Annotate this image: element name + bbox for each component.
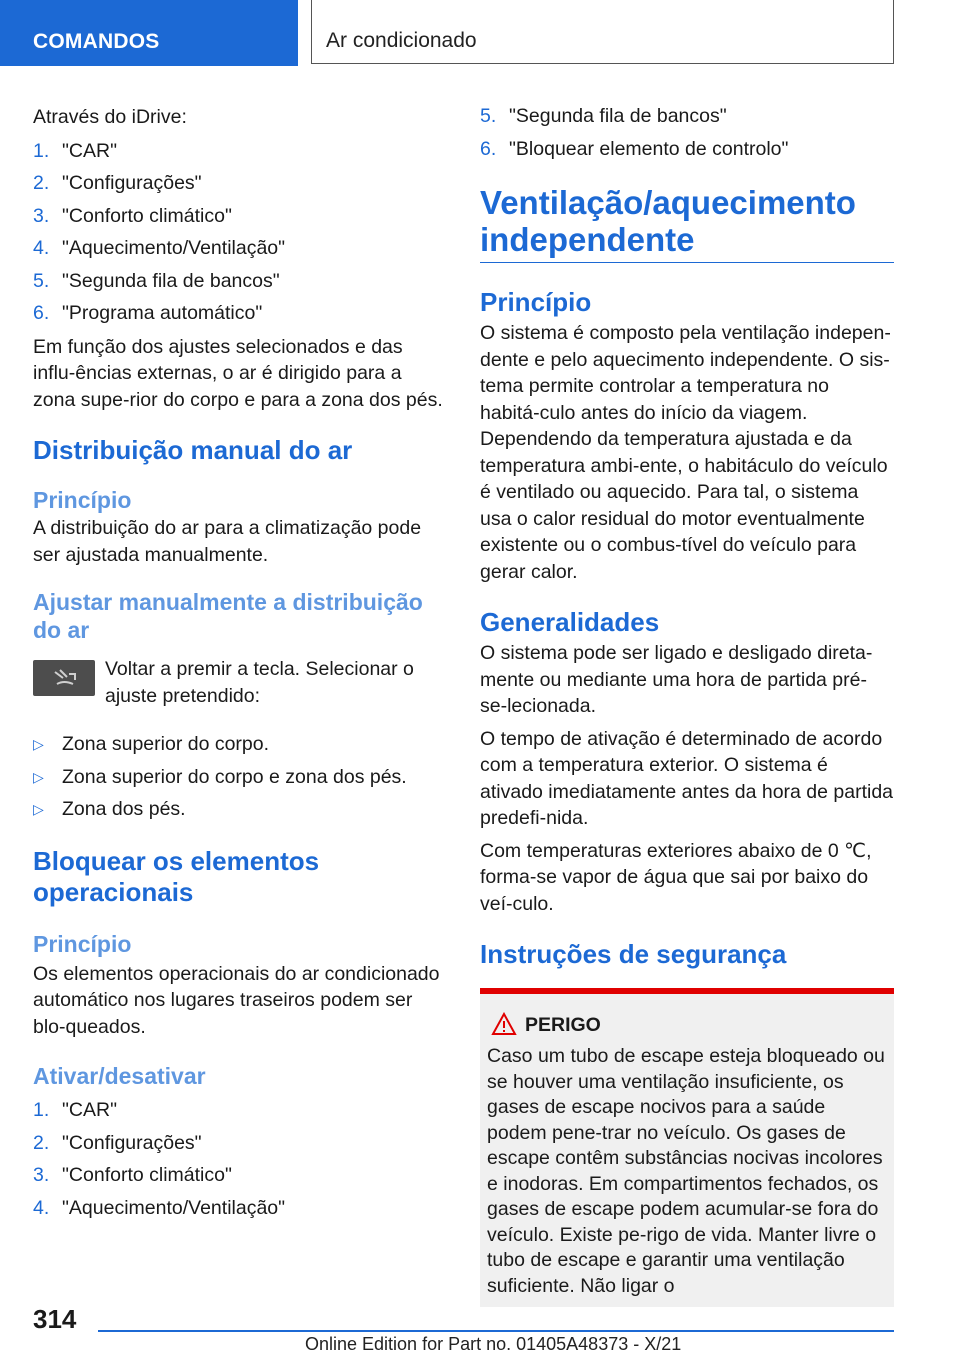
heading-ventilacao: Ventilação/aquecimento independente <box>480 184 856 258</box>
heading-bloquear: Bloquear os elementos operacionais <box>33 845 320 907</box>
intro-text: Através do iDrive: <box>33 106 187 128</box>
list-item <box>33 232 443 265</box>
step-number: 5. <box>480 105 497 127</box>
list-item <box>33 297 443 330</box>
left-column <box>33 100 443 1224</box>
list-item <box>33 1192 443 1225</box>
right-column <box>480 100 894 1307</box>
triangle-bullet-icon: ▷ <box>33 801 44 817</box>
paragraph: A distribuição do ar para a climatização pode ser ajustada manualmente. <box>33 517 422 566</box>
step-text: "Configurações" <box>62 172 202 194</box>
warning-text: Caso um tubo de escape esteja bloqueado ou se houver uma ventilação insuficiente, os gases de escape nocivos para a saúde podem pene-trar no veículo. Os gases de escape contêm substâncias nocivas incolores e inodoras. Em compartimentos fechados, os gases de escape podem acumular-se fora do veículo. Existe pe-rigo de vida. Manter livre o tubo de escape e garantir uma ventilação suficiente. Não ligar o <box>487 1045 885 1297</box>
step-number: 2. <box>33 172 50 194</box>
heading-generalidades: Generalidades <box>480 607 660 637</box>
footer-rule <box>98 1330 894 1332</box>
step-number: 5. <box>33 269 50 292</box>
paragraph: Com temperaturas exteriores abaixo de 0 ℃, forma-se vapor de água que sai por baixo do veí-culo. <box>480 839 872 915</box>
step-text: "CAR" <box>62 1099 118 1121</box>
air-distribution-button-icon <box>33 660 95 696</box>
step-number: 6. <box>33 302 50 324</box>
list-item <box>33 728 443 761</box>
triangle-bullet-icon: ▷ <box>33 768 44 785</box>
step-text: "Bloquear elemento de controlo" <box>509 137 789 160</box>
heading-principio: Princípio <box>33 930 132 957</box>
step-number: 3. <box>33 204 50 227</box>
option-text: Zona superior do corpo e zona dos pés. <box>62 765 407 788</box>
option-text: Zona superior do corpo. <box>62 733 270 755</box>
list-item <box>33 200 443 233</box>
step-text: "Aquecimento/Ventilação" <box>62 237 286 259</box>
step-number: 1. <box>33 139 50 162</box>
list-item <box>33 167 443 200</box>
heading-ajustar: Ajustar manualmente a distribuição do ar <box>33 589 423 643</box>
step-number: 4. <box>33 1196 50 1219</box>
heading-instrucoes: Instruções de segurança <box>480 939 787 969</box>
step-text: "Aquecimento/Ventilação" <box>62 1196 286 1219</box>
step-text: "Programa automático" <box>62 302 263 324</box>
step-text: "Conforto climático" <box>62 204 232 227</box>
list-item <box>33 1159 443 1192</box>
steps-list-2 <box>33 1094 443 1224</box>
step-text: "Segunda fila de bancos" <box>509 105 727 127</box>
button-instruction <box>33 656 443 718</box>
step-number: 3. <box>33 1164 50 1186</box>
list-item <box>480 100 894 133</box>
section-title: COMANDOS <box>33 30 160 53</box>
steps-list-1 <box>33 135 443 330</box>
step-text: "Configurações" <box>62 1131 202 1154</box>
warning-header <box>487 1014 887 1044</box>
chapter-title: Ar condicionado <box>326 29 477 52</box>
step-number: 6. <box>480 137 497 160</box>
step-text: "Conforto climático" <box>62 1164 232 1186</box>
page-header <box>0 0 960 66</box>
step-number: 2. <box>33 1131 50 1154</box>
list-item <box>480 133 894 166</box>
edition-text: Online Edition for Part no. 01405A48373 - X/21 <box>305 1334 682 1354</box>
list-item <box>33 1127 443 1160</box>
list-item <box>33 1094 443 1127</box>
list-item <box>33 265 443 298</box>
warning-title: PERIGO <box>525 1014 601 1036</box>
heading-rule <box>480 262 894 263</box>
paragraph: O tempo de ativação é determinado de acordo com a temperatura exterior. O sistema é ativado imediatamente antes da hora de partida predefi-nida. <box>480 727 894 829</box>
danger-warning-box <box>480 988 894 1307</box>
heading-distribuicao: Distribuição manual do ar <box>33 435 353 465</box>
steps-list-continued <box>480 100 894 165</box>
warning-triangle-icon <box>491 1012 517 1042</box>
heading-principio: Princípio <box>33 487 132 513</box>
list-item <box>33 793 443 826</box>
option-text: Zona dos pés. <box>62 798 186 820</box>
step-text: "Segunda fila de bancos" <box>62 269 280 292</box>
paragraph: O sistema pode ser ligado e desligado direta-mente ou mediante uma hora de partida pré-se-lecionada. <box>480 642 873 717</box>
chapter-box <box>311 0 894 64</box>
page-number: 314 <box>33 1304 77 1334</box>
triangle-bullet-icon: ▷ <box>33 736 44 752</box>
paragraph: O sistema é composto pela ventilação indepen-dente e pelo aquecimento independente. O sis-tema permite controlar a temperatura no habitá-culo antes do início da viagem. Dependendo da temperatura ajustada e da temperatura ambi-ente, o habitáculo do veículo é ventilado ou aquecido. Para tal, o sistema usa o calor residual do motor eventualmente existente ou o combus-tível do veículo para gerar calor. <box>480 322 891 583</box>
step-number: 4. <box>33 237 50 259</box>
step-text: "CAR" <box>62 139 118 162</box>
heading-ativar: Ativar/desativar <box>33 1063 206 1089</box>
list-item <box>33 761 443 794</box>
options-list <box>33 728 443 826</box>
heading-principio: Princípio <box>480 287 592 317</box>
step-number: 1. <box>33 1099 50 1121</box>
paragraph: Os elementos operacionais do ar condicionado automático nos lugares traseiros podem ser blo-queados. <box>33 962 440 1038</box>
section-tab <box>0 0 298 66</box>
button-instruction-text: Voltar a premir a tecla. Selecionar o ajuste pretendido: <box>105 658 414 707</box>
list-item <box>33 135 443 168</box>
paragraph: Em função dos ajustes selecionados e das influ-ências externas, o ar é dirigido para a zona supe-rior do corpo e para a zona dos pés. <box>33 335 443 411</box>
